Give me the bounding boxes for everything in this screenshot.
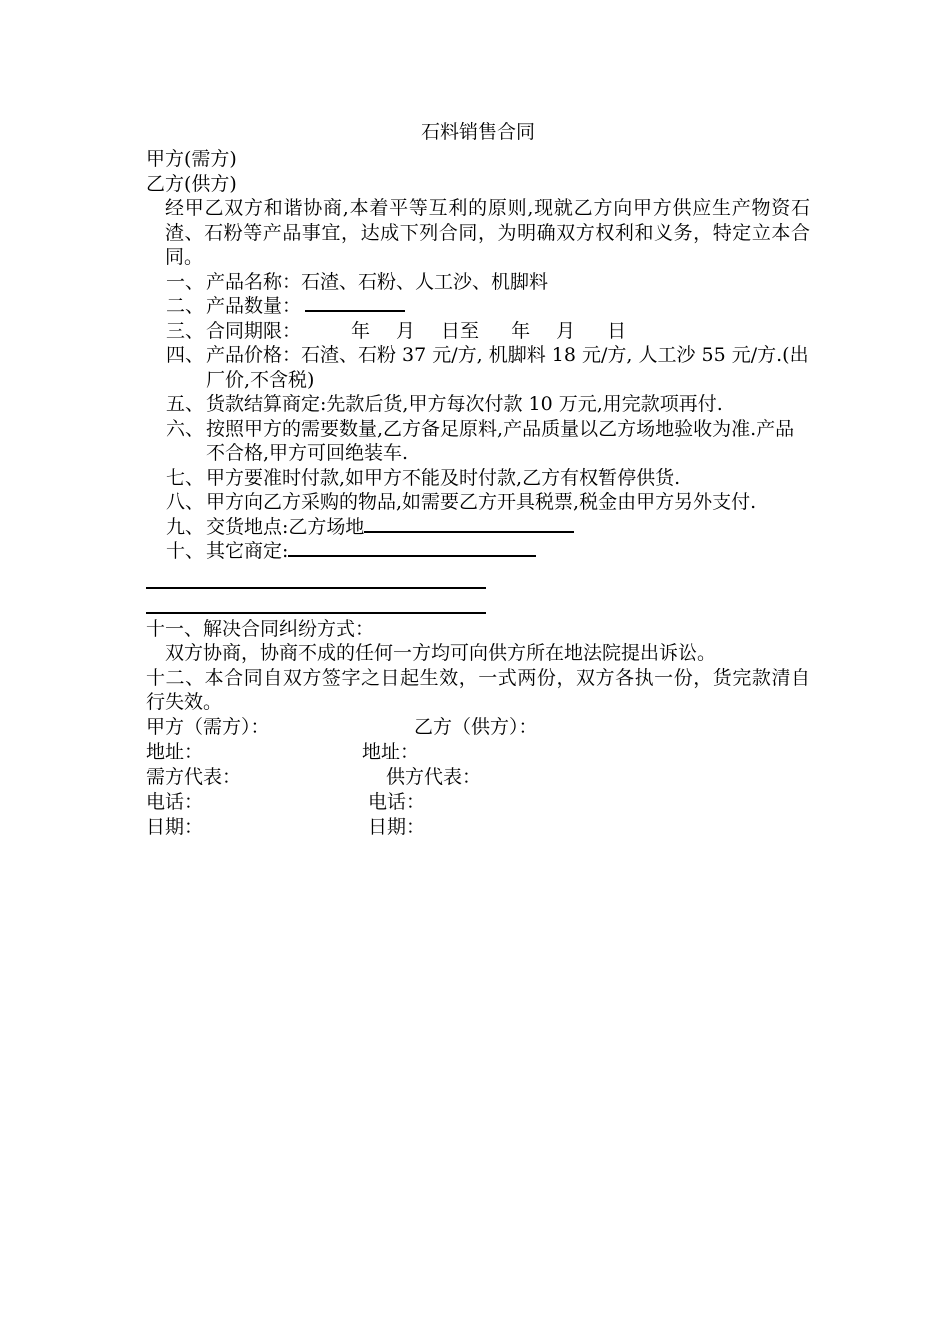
month-label-2: 月 <box>556 319 576 342</box>
intro-paragraph: 经甲乙双方和谐协商,本着平等互利的原则,现就乙方向甲方供应生产物资石渣、石粉等产品事宜，达成下列合同，为明确双方权利和义务，特定立本合同。 <box>165 197 810 268</box>
party-b-signature-label: 乙方（供方）： <box>414 715 538 738</box>
term-item-3 <box>146 319 810 344</box>
day-label-2: 日 <box>607 319 627 342</box>
term-number: 八、 <box>166 491 205 513</box>
signature-phone-row <box>146 790 810 815</box>
signature-representative-row <box>146 765 810 790</box>
term-number: 二、 <box>166 295 205 317</box>
party-b-representative-label: 供方代表： <box>386 765 482 788</box>
blank-rule-line <box>146 587 486 589</box>
blank-rule-line <box>146 612 486 614</box>
party-b-phone-label: 电话： <box>368 790 426 813</box>
term-text: 其它商定: <box>206 540 289 562</box>
term-number: 四、 <box>166 344 205 366</box>
term-text: 产品价格：石渣、石粉 37 元/方, 机脚料 18 元/方, 人工沙 55 元/方.(出厂价,不含税) <box>206 344 809 391</box>
party-b-address-label: 地址： <box>362 740 420 763</box>
term-item-5 <box>146 392 810 417</box>
term-item-7 <box>146 466 810 491</box>
delivery-location-blank <box>364 515 574 533</box>
term-text: 甲方向乙方采购的物品,如需要乙方开具税票,税金由甲方另外支付. <box>206 491 757 513</box>
term-number: 五、 <box>166 393 205 415</box>
party-b-line: 乙方(供方) <box>146 172 237 195</box>
signature-date-row <box>146 815 810 840</box>
dispute-text: 双方协商，协商不成的任何一方均可向供方所在地法院提出诉讼。 <box>165 642 717 664</box>
term-item-10 <box>146 539 810 564</box>
term-item-9 <box>146 515 810 540</box>
term-text: 产品名称：石渣、石粉、人工沙、机脚料 <box>206 270 549 293</box>
quantity-blank <box>305 294 405 312</box>
party-b-date-label: 日期： <box>368 815 426 838</box>
term-text: 按照甲方的需要数量,乙方备足原料,产品质量以乙方场地验收为准.产品不合格,甲方可回绝装车. <box>206 417 795 464</box>
dispute-heading: 十一、解决合同纠纷方式： <box>146 617 375 640</box>
term-label: 合同期限： <box>206 319 302 342</box>
term-number: 三、 <box>166 319 205 342</box>
term-number: 十、 <box>166 540 205 562</box>
month-label: 月 <box>396 319 416 342</box>
term-number: 七、 <box>166 466 205 489</box>
party-a-phone-label: 电话： <box>146 790 204 813</box>
term-number: 一、 <box>166 270 205 293</box>
document-title: 石料销售合同 <box>420 121 535 143</box>
term-number: 九、 <box>166 515 205 538</box>
party-a-signature-label: 甲方（需方）： <box>146 715 270 738</box>
term-item-8 <box>146 490 810 515</box>
term-item-2 <box>146 294 810 319</box>
year-label-2: 年 <box>511 319 531 342</box>
day-to-label: 日至 <box>441 319 480 342</box>
party-a-representative-label: 需方代表： <box>146 765 242 788</box>
signature-address-row <box>146 740 810 765</box>
contract-terms-list <box>146 270 810 564</box>
contract-page <box>146 120 810 840</box>
term-text: 交货地点:乙方场地 <box>206 515 365 538</box>
term-item-6 <box>146 417 810 466</box>
term-number: 六、 <box>166 417 205 440</box>
term-item-4 <box>146 343 810 392</box>
term-text: 甲方要准时付款,如甲方不能及时付款,乙方有权暂停供货. <box>206 466 681 489</box>
term-text: 产品数量： <box>206 295 302 317</box>
party-a-address-label: 地址： <box>146 740 204 763</box>
party-a-line: 甲方(需方) <box>146 148 237 170</box>
year-label: 年 <box>351 319 371 342</box>
effect-clause: 十二、本合同自双方签字之日起生效，一式两份，双方各执一份，货完款清自行失效。 <box>146 666 810 713</box>
signature-party-row <box>146 715 810 740</box>
party-a-date-label: 日期： <box>146 815 204 838</box>
term-text: 货款结算商定:先款后货,甲方每次付款 10 万元,用完款项再付. <box>206 393 723 415</box>
other-terms-blank <box>288 539 536 557</box>
term-item-1 <box>146 270 810 295</box>
